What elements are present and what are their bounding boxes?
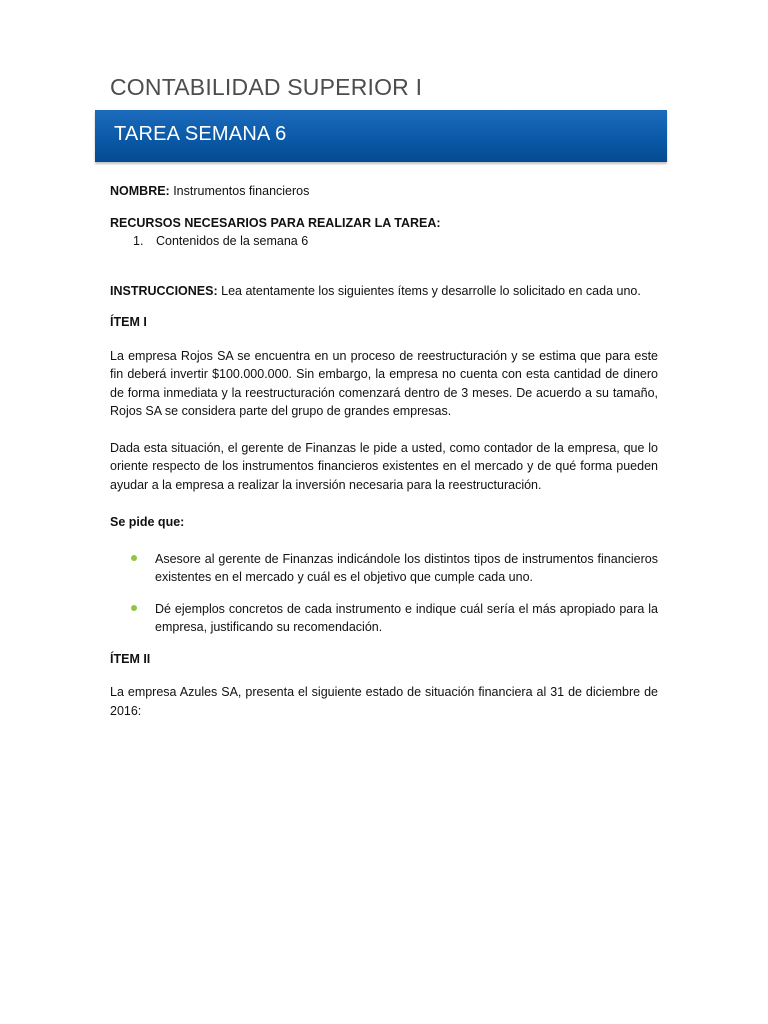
item2-heading: ÍTEM II <box>110 651 151 666</box>
bullet-text: Dé ejemplos concretos de cada instrumento e indique cuál sería el más apropiado para la empresa, justificando su recomendación. <box>155 601 658 634</box>
se-pide-label: Se pide que: <box>110 515 185 529</box>
instrucciones-label: INSTRUCCIONES: <box>110 283 218 298</box>
list-item-text: Contenidos de la semana 6 <box>156 234 309 248</box>
recursos-label: RECURSOS NECESARIOS PARA REALIZAR LA TAREA: <box>110 215 441 230</box>
bullet-icon <box>131 555 137 561</box>
list-item <box>110 600 658 637</box>
nombre-value: Instrumentos financieros <box>173 184 310 198</box>
instrucciones-text: Lea atentamente los siguientes ítems y desarrolle lo solicitado en cada uno. <box>221 283 641 298</box>
nombre-label: NOMBRE: <box>110 184 170 198</box>
recursos-list <box>110 232 658 251</box>
instrucciones-line <box>110 282 658 301</box>
list-item <box>110 550 658 587</box>
list-item <box>110 232 658 251</box>
item1-paragraph-1: La empresa Rojos SA se encuentra en un proceso de reestructuración y se estima que para este fin deberá invertir $100.000.000. Sin embargo, la empresa no cuenta con esta cantidad de dinero de forma inmediata y la reestructuración comenzará dentro de 3 meses. De acuerdo a su tamaño, Rojos SA se considera parte del grupo de grandes empresas. <box>110 348 658 418</box>
item1-bullets <box>110 550 658 637</box>
banner-title: TAREA SEMANA 6 <box>114 123 287 145</box>
item2-paragraph-1: La empresa Azules SA, presenta el siguiente estado de situación financiera al 31 de diciembre de 2016: <box>110 685 658 718</box>
title-banner <box>95 110 667 162</box>
bullet-icon <box>131 605 137 611</box>
list-item-number: 1. <box>133 234 144 248</box>
course-title: CONTABILIDAD SUPERIOR I <box>110 74 423 100</box>
item1-heading: ÍTEM I <box>110 315 147 329</box>
bullet-text: Asesore al gerente de Finanzas indicándole los distintos tipos de instrumentos financieros existentes en el mercado y cuál es el objetivo que cumple cada uno. <box>155 551 658 584</box>
item1-paragraph-2: Dada esta situación, el gerente de Finanzas le pide a usted, como contador de la empresa, que lo oriente respecto de los instrumentos financieros existentes en el mercado y de qué forma pueden ayudar a la empresa a realizar la inversión necesaria para la reestructuración. <box>110 440 658 492</box>
nombre-line <box>110 182 658 201</box>
document-content <box>110 182 658 720</box>
